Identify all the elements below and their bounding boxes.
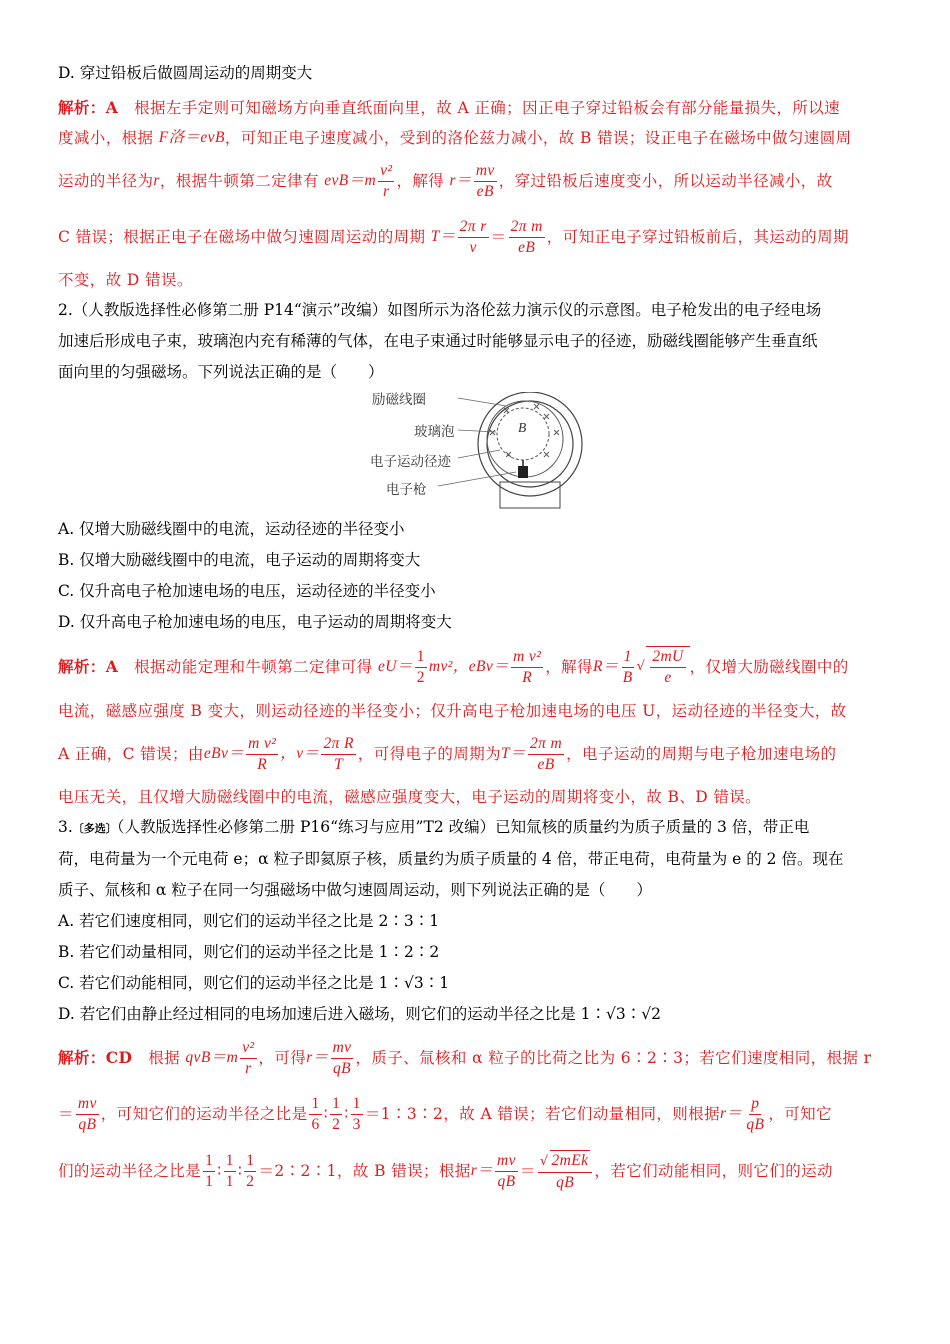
- q2-stem-2: 加速后形成电子束，玻璃泡内充有稀薄的气体，在电子束通过时能够显示电子的径迹，励磁线圈能够产生垂直纸: [58, 332, 818, 350]
- sol-text: ，可知正电子速度减小，受到的洛伦兹力减小，故 B 错误；设正电子在磁场中做匀速圆周: [224, 129, 852, 147]
- frac-den: r: [245, 1059, 252, 1077]
- formula: ，v＝: [280, 745, 320, 762]
- fraction: [495, 1151, 518, 1192]
- lorentz-demo-diagram: [58, 392, 892, 512]
- frac-den: r: [383, 182, 390, 200]
- frac-num: 1: [351, 1094, 363, 1115]
- sol-text: 不变，故 D 错误。: [58, 271, 193, 289]
- q3-option-c: C. 若它们动能相同，则它们的运动半径之比是 1∶√3∶1: [58, 974, 450, 992]
- label-track: 电子运动径迹: [370, 454, 451, 470]
- frac-num: m v²: [511, 647, 543, 668]
- sol-text: 根据动能定理和牛顿第二定律可得: [134, 658, 373, 676]
- label-bulb: 玻璃泡: [414, 424, 455, 440]
- q3-solution: [58, 1030, 892, 1200]
- sol-text: 运动的半径为: [58, 172, 154, 190]
- coil-outer: [478, 392, 582, 496]
- frac-num: 1: [330, 1094, 342, 1115]
- frac-num: 2π R: [321, 734, 355, 755]
- fraction: [246, 734, 278, 775]
- sol-text: ＝: [58, 1105, 74, 1123]
- frac-den: qB: [556, 1173, 575, 1191]
- formula: eBv＝: [468, 658, 510, 675]
- q2-option-a: A. 仅增大励磁线圈中的电流，运动径迹的半径变小: [58, 520, 405, 538]
- solution-label: 解析：: [58, 1048, 106, 1067]
- sol-text: 根据左手定则可知磁场方向垂直纸面向里，故 A 正确；因正电子穿过铅板会有部分能量损失，所以速: [134, 99, 841, 117]
- q1-sol-line2: [58, 123, 892, 153]
- q3-stem-1: [58, 812, 892, 844]
- sol-text: 电压无关，且仅增大励磁线圈中的电流，磁感应强度变大，电子运动的周期将变小，故 B、D 错误。: [58, 788, 762, 806]
- fraction: [240, 1038, 256, 1079]
- sol-text: ，故 A 错误；若它们动量相同，则根据: [443, 1105, 720, 1123]
- sqrt-body: [646, 646, 689, 688]
- solution-label: 解析：: [58, 657, 106, 676]
- formula: T＝: [430, 228, 456, 245]
- sqrt-body: 2mEk: [551, 1151, 589, 1169]
- formula: R＝: [592, 658, 619, 675]
- formula: r＝: [719, 1105, 743, 1122]
- frac-den: e: [664, 669, 672, 686]
- frac-num: [538, 1150, 593, 1173]
- sol-text: ＝: [519, 1162, 536, 1180]
- sol-text: ＝2∶2∶1: [258, 1162, 337, 1180]
- fraction: [744, 1094, 766, 1135]
- frac-den: 3: [352, 1115, 361, 1133]
- formula: evB＝m: [324, 172, 377, 189]
- sqrt-icon: √: [636, 659, 646, 674]
- formula: eU＝: [377, 658, 413, 675]
- sol-text: ，仅增大励磁线圈中的: [689, 658, 849, 676]
- formula: r＝: [306, 1049, 329, 1066]
- q2-solution: [58, 638, 892, 812]
- frac-den: 1: [205, 1172, 214, 1190]
- frac-num: 1: [309, 1094, 321, 1115]
- frac-num: 2π m: [528, 734, 564, 755]
- frac-den: eB: [537, 755, 555, 773]
- sol-text: ，根据牛顿第二定律有: [159, 172, 319, 190]
- frac-num: 1: [203, 1151, 215, 1172]
- frac-den: 2: [416, 668, 425, 686]
- sol-text: 们的运动半径之比是: [58, 1162, 202, 1180]
- q2-sol-line3: [58, 726, 892, 782]
- sol-text: ，质子、氚核和 α 粒子的比荷之比为 6∶2∶3；若它们速度相同，根据 r: [355, 1049, 872, 1067]
- fraction: [224, 1151, 236, 1192]
- frac-den: qB: [746, 1115, 765, 1133]
- q1-sol-line1: [58, 93, 892, 123]
- fraction: [458, 217, 489, 258]
- sqrt-icon: √: [539, 1153, 549, 1169]
- fraction: [538, 1150, 593, 1193]
- sol-text: ＝1∶3∶2: [364, 1105, 444, 1123]
- frac-den: eB: [518, 238, 536, 256]
- electron-gun: [518, 466, 528, 478]
- q3-stem-3: 质子、氚核和 α 粒子在同一匀强磁场中做匀速圆周运动，则下列说法正确的是（ ）: [58, 881, 652, 899]
- fraction: [330, 1094, 342, 1135]
- frac-num: 1: [224, 1151, 236, 1172]
- q3-option-d: D. 若它们由静止经过相同的电场加速后进入磁场，则它们的运动半径之比是 1∶√3∶√2: [58, 1005, 661, 1023]
- formula: T＝: [501, 745, 526, 762]
- var-r: r: [153, 172, 160, 189]
- lorentz-demo-figure: [58, 392, 892, 512]
- q2-option-b: B. 仅增大励磁线圈中的电流，电子运动的周期将变大: [58, 551, 421, 569]
- sol-text: 根据: [148, 1049, 181, 1067]
- frac-den: 2: [246, 1172, 255, 1190]
- fraction: [203, 1151, 215, 1192]
- q2-sol-line1: [58, 638, 892, 696]
- frac-den: B: [622, 668, 633, 686]
- fraction: [309, 1094, 321, 1135]
- fraction: [650, 647, 685, 688]
- frac-den: R: [522, 668, 533, 686]
- coil-inner: [487, 401, 573, 487]
- frac-num: mv: [495, 1151, 518, 1172]
- fraction: [321, 734, 355, 775]
- formula: qvB＝m: [185, 1049, 239, 1066]
- sol-text: ，解得: [396, 172, 445, 190]
- frac-den: 2: [332, 1115, 341, 1133]
- glass-bulb: [487, 401, 563, 477]
- sol-text: ，电子运动的周期与电子枪加速电场的: [566, 745, 837, 763]
- fraction: [621, 647, 635, 688]
- frac-den: R: [257, 755, 268, 773]
- sol-text: ，解得: [545, 658, 593, 676]
- frac-den: T: [334, 755, 344, 773]
- q3-option-b: B. 若它们动量相同，则它们的运动半径之比是 1∶2∶2: [58, 943, 440, 961]
- q2-stem-3: 面向里的匀强磁场。下列说法正确的是（ ）: [58, 363, 384, 381]
- fraction: [528, 734, 564, 775]
- q2-sol-line2: [58, 696, 892, 726]
- frac-num: v²: [240, 1038, 256, 1059]
- question-number: 3.: [58, 818, 73, 836]
- solution-label: 解析：: [58, 98, 106, 117]
- frac-den: qB: [333, 1059, 352, 1077]
- document-page: [58, 58, 892, 1200]
- sol-text: ，故 B 错误；根据: [336, 1162, 471, 1180]
- label-coil: 励磁线圈: [372, 392, 426, 408]
- q1-sol-line5: [58, 265, 892, 295]
- fraction: [511, 647, 543, 688]
- sol-text: ，可知它们的运动半径之比是: [100, 1105, 308, 1123]
- q2-option-d: D. 仅升高电子枪加速电场的电压，电子运动的周期将变大: [58, 613, 452, 631]
- frac-den: 6: [311, 1115, 320, 1133]
- solution-answer: A: [105, 657, 119, 676]
- q2-sol-line4: [58, 782, 892, 812]
- q3-stem-2: 荷，电荷量为一个元电荷 e；α 粒子即氦原子核，质量约为质子质量的 4 倍，带正电荷，电荷量为 e 的 2 倍。现在: [58, 850, 844, 868]
- frac-num: 1: [622, 647, 634, 668]
- leader-lines: [438, 398, 516, 486]
- fraction: [415, 647, 427, 688]
- sol-text: ＝: [490, 228, 507, 246]
- sol-text: 度减小，根据: [58, 129, 154, 147]
- q1-sol-line4: [58, 209, 892, 265]
- fraction: [378, 161, 394, 202]
- sol-text: ，可知它: [768, 1105, 832, 1123]
- q1-sol-line3: [58, 153, 892, 209]
- sol-text: 电流，磁感应强度 B 变大，则运动径迹的半径变小；仅升高电子枪加速电场的电压 U，运动径迹的半径变大，故: [58, 702, 847, 720]
- sol-text: ，可知正电子穿过铅板前后，其运动的周期: [546, 228, 849, 246]
- frac-num: 2π m: [509, 217, 545, 238]
- frac-num: 1: [244, 1151, 256, 1172]
- stem-text: （人教版选择性必修第二册 P16“练习与应用”T2 改编）已知氚核的质量约为质子质量的 3 倍，带正电: [116, 818, 810, 836]
- fraction: [76, 1094, 99, 1135]
- fraction: [509, 217, 545, 258]
- q3-option-a: A. 若它们速度相同，则它们的运动半径之比是 2∶3∶1: [58, 912, 440, 930]
- label-b-field: B: [518, 420, 527, 435]
- frac-num: mv: [474, 161, 497, 182]
- q1-option-d: D. 穿过铅板后做圆周运动的周期变大: [58, 64, 313, 82]
- formula: r＝: [449, 172, 472, 189]
- fraction: [351, 1094, 363, 1135]
- sol-text: C 错误；根据正电子在磁场中做匀速圆周运动的周期: [58, 228, 426, 246]
- q2-stem-1: 2.（人教版选择性必修第二册 P14“演示”改编）如图所示为洛伦兹力演示仪的示意图。电子枪发出的电子经电场: [58, 301, 822, 319]
- frac-den: v: [469, 238, 477, 256]
- formula: mv²，: [428, 658, 469, 675]
- fraction: [244, 1151, 256, 1192]
- frac-num: mv: [76, 1094, 99, 1115]
- q3-sol-line2: ＝ $\frac{mv}{qB}$ ，可知它们的运动半径之比是 $\frac{1}{6}$ ∶ $\frac{1}{2}$ ∶ $\frac{1}{3}$ ＝1∶3∶2 ，故 A 错误；若它们动量相同，则根据 r＝ $\frac{p}{qB}$ ，可知它: [58, 1094, 832, 1133]
- frac-num: mv: [331, 1038, 354, 1059]
- formula: r＝: [470, 1162, 494, 1179]
- base-stand: [500, 482, 560, 508]
- sol-text: ，穿过铅板后速度变小，所以运动半径减小，故: [498, 172, 833, 190]
- label-gun: 电子枪: [386, 482, 427, 498]
- frac-den: qB: [78, 1115, 97, 1133]
- q2-option-c: C. 仅升高电子枪加速电场的电压，运动径迹的半径变小: [58, 582, 436, 600]
- frac-num: 2π r: [458, 217, 489, 238]
- formula: eBv＝: [203, 745, 245, 762]
- sol-text: ，可得电子的周期为: [357, 745, 502, 763]
- sol-text: ，若它们动能相同，则它们的运动: [594, 1162, 833, 1180]
- frac-num: 1: [415, 647, 427, 668]
- frac-den: 1: [225, 1172, 234, 1190]
- frac-den: qB: [497, 1172, 516, 1190]
- formula-lorentz: F洛＝evB: [158, 129, 225, 146]
- frac-num: p: [749, 1094, 761, 1115]
- fraction: [474, 161, 497, 202]
- sol-text: A 正确，C 错误；由: [58, 745, 204, 763]
- q3-sol-line1: [58, 1030, 892, 1086]
- frac-num: m v²: [246, 734, 278, 755]
- sol-text: ，可得: [258, 1049, 307, 1067]
- frac-den: eB: [476, 182, 494, 200]
- solution-answer: A: [105, 98, 119, 117]
- fraction: [331, 1038, 354, 1079]
- frac-num: 2mU: [650, 647, 685, 668]
- q3-sol-line3: 们的运动半径之比是 $\frac{1}{1}$ ∶ $\frac{1}{1}$ ∶ $\frac{1}{2}$ ＝2∶2∶1 ，故 B 错误；根据 r＝ $\frac{mv}{qB}$ ＝ $\frac{\text{√ 2mEk}}{qB}$ ，若它们动能相同，则它们的运动: [58, 1151, 833, 1191]
- frac-num: v²: [378, 161, 394, 182]
- q1-solution: [58, 93, 892, 295]
- multi-select-tag: 〔多选〕: [72, 822, 117, 835]
- solution-answer: CD: [105, 1048, 133, 1067]
